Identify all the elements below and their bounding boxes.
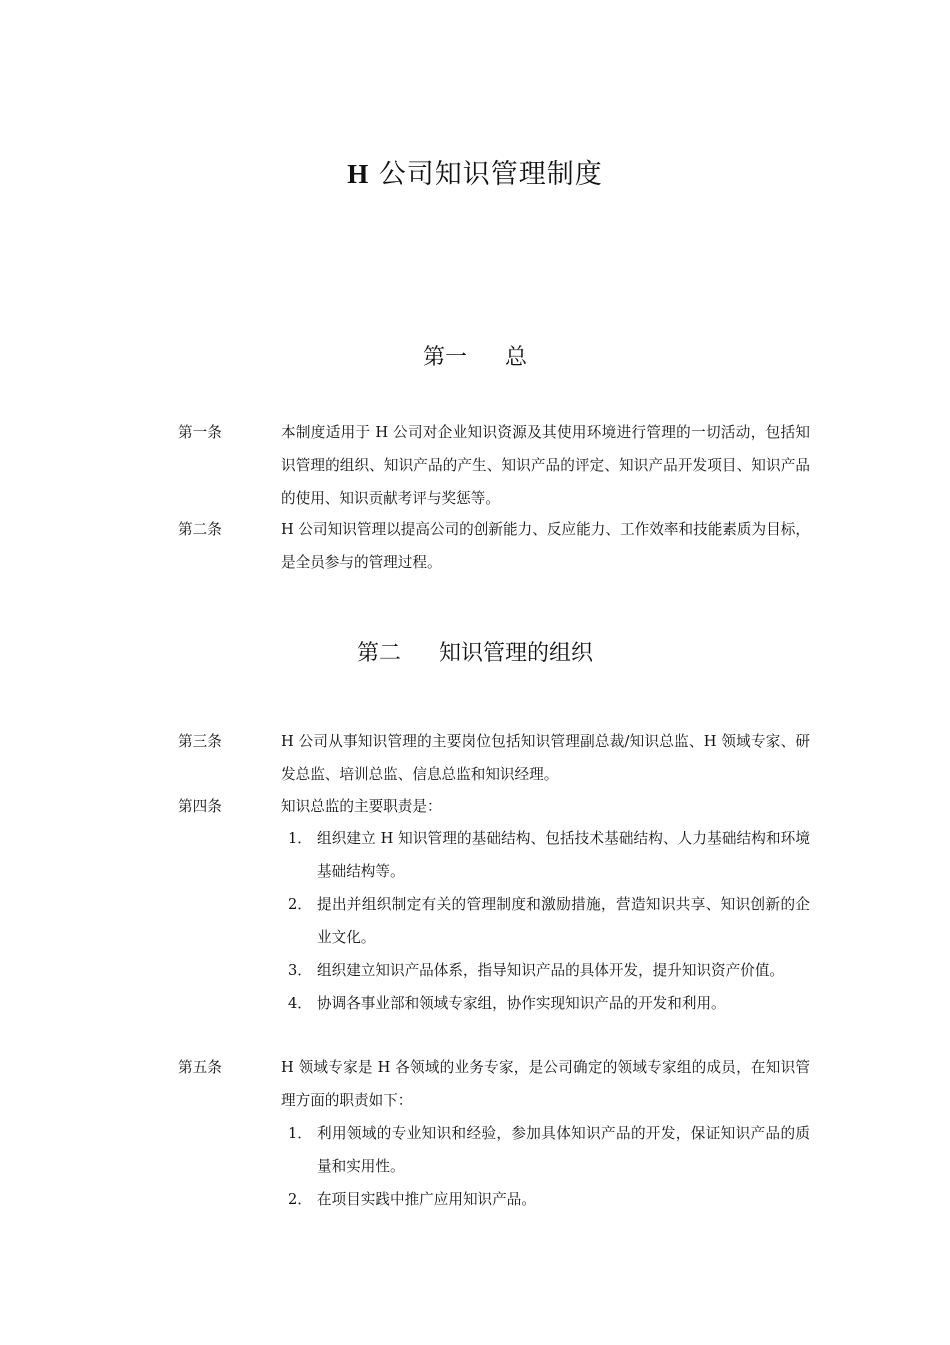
list-item-number: 4．	[288, 995, 312, 1012]
article-2	[178, 513, 810, 579]
article-text: 知识总监的主要职责是：	[281, 798, 442, 815]
article-4	[178, 790, 810, 823]
list-item-text: 协调各事业部和领域专家组，协作实现知识产品的开发和利用。	[317, 995, 726, 1012]
article-5-duty-list	[288, 1117, 810, 1216]
chapter-name: 知识管理的组织	[439, 641, 594, 666]
article-text: 本制度适用于 H 公司对企业知识资源及其使用环境进行管理的一切活动，包括知识管理的组织、知识产品的产生、知识产品的评定、知识产品开发项目、知识产品的使用、知识贡献考评与奖惩等。	[281, 424, 810, 507]
article-text: H 公司从事知识管理的主要岗位包括知识管理副总裁/知识总监、H 领域专家、研发总监、培训总监、信息总监和知识经理。	[281, 733, 810, 783]
article-label: 第三条	[178, 733, 222, 750]
article-label: 第二条	[178, 521, 222, 538]
article-text: H 公司知识管理以提高公司的创新能力、反应能力、工作效率和技能素质为目标，是全员参与的管理过程。	[281, 521, 810, 571]
list-item-number: 1．	[288, 830, 312, 847]
list-item	[288, 822, 810, 888]
title-prefix: H	[347, 159, 370, 189]
chapter-number: 第二	[356, 641, 401, 666]
list-item	[288, 1183, 810, 1216]
list-item-text: 组织建立 H 知识管理的基础结构、包括技术基础结构、人力基础结构和环境基础结构等。	[317, 830, 810, 880]
title-text: 公司知识管理制度	[378, 159, 603, 190]
article-1	[178, 416, 810, 515]
article-text: H 领域专家是 H 各领域的业务专家，是公司确定的领域专家组的成员，在知识管理方面的职责如下：	[281, 1059, 810, 1109]
article-label: 第四条	[178, 798, 222, 815]
article-4-duty-list	[288, 822, 810, 1020]
chapter-heading-2	[0, 636, 950, 667]
list-item	[288, 954, 810, 987]
article-label: 第五条	[178, 1059, 222, 1076]
list-item-text: 组织建立知识产品体系，指导知识产品的具体开发，提升知识资产价值。	[317, 962, 785, 979]
list-item-number: 2．	[288, 896, 312, 913]
chapter-heading-1	[0, 340, 950, 371]
list-item-text: 在项目实践中推广应用知识产品。	[317, 1191, 536, 1208]
document-title	[0, 152, 950, 191]
list-item-text: 提出并组织制定有关的管理制度和激励措施，营造知识共享、知识创新的企业文化。	[317, 896, 810, 946]
chapter-number: 第一	[422, 345, 467, 370]
list-item-text: 利用领域的专业知识和经验，参加具体知识产品的开发，保证知识产品的质量和实用性。	[317, 1125, 810, 1175]
list-item	[288, 987, 810, 1020]
list-item-number: 3．	[288, 962, 312, 979]
list-item-number: 1．	[288, 1125, 312, 1142]
list-item	[288, 1117, 810, 1183]
article-5	[178, 1051, 810, 1117]
article-3	[178, 725, 810, 791]
article-label: 第一条	[178, 424, 222, 441]
list-item-number: 2．	[288, 1191, 312, 1208]
list-item	[288, 888, 810, 954]
chapter-name: 总	[505, 345, 528, 370]
